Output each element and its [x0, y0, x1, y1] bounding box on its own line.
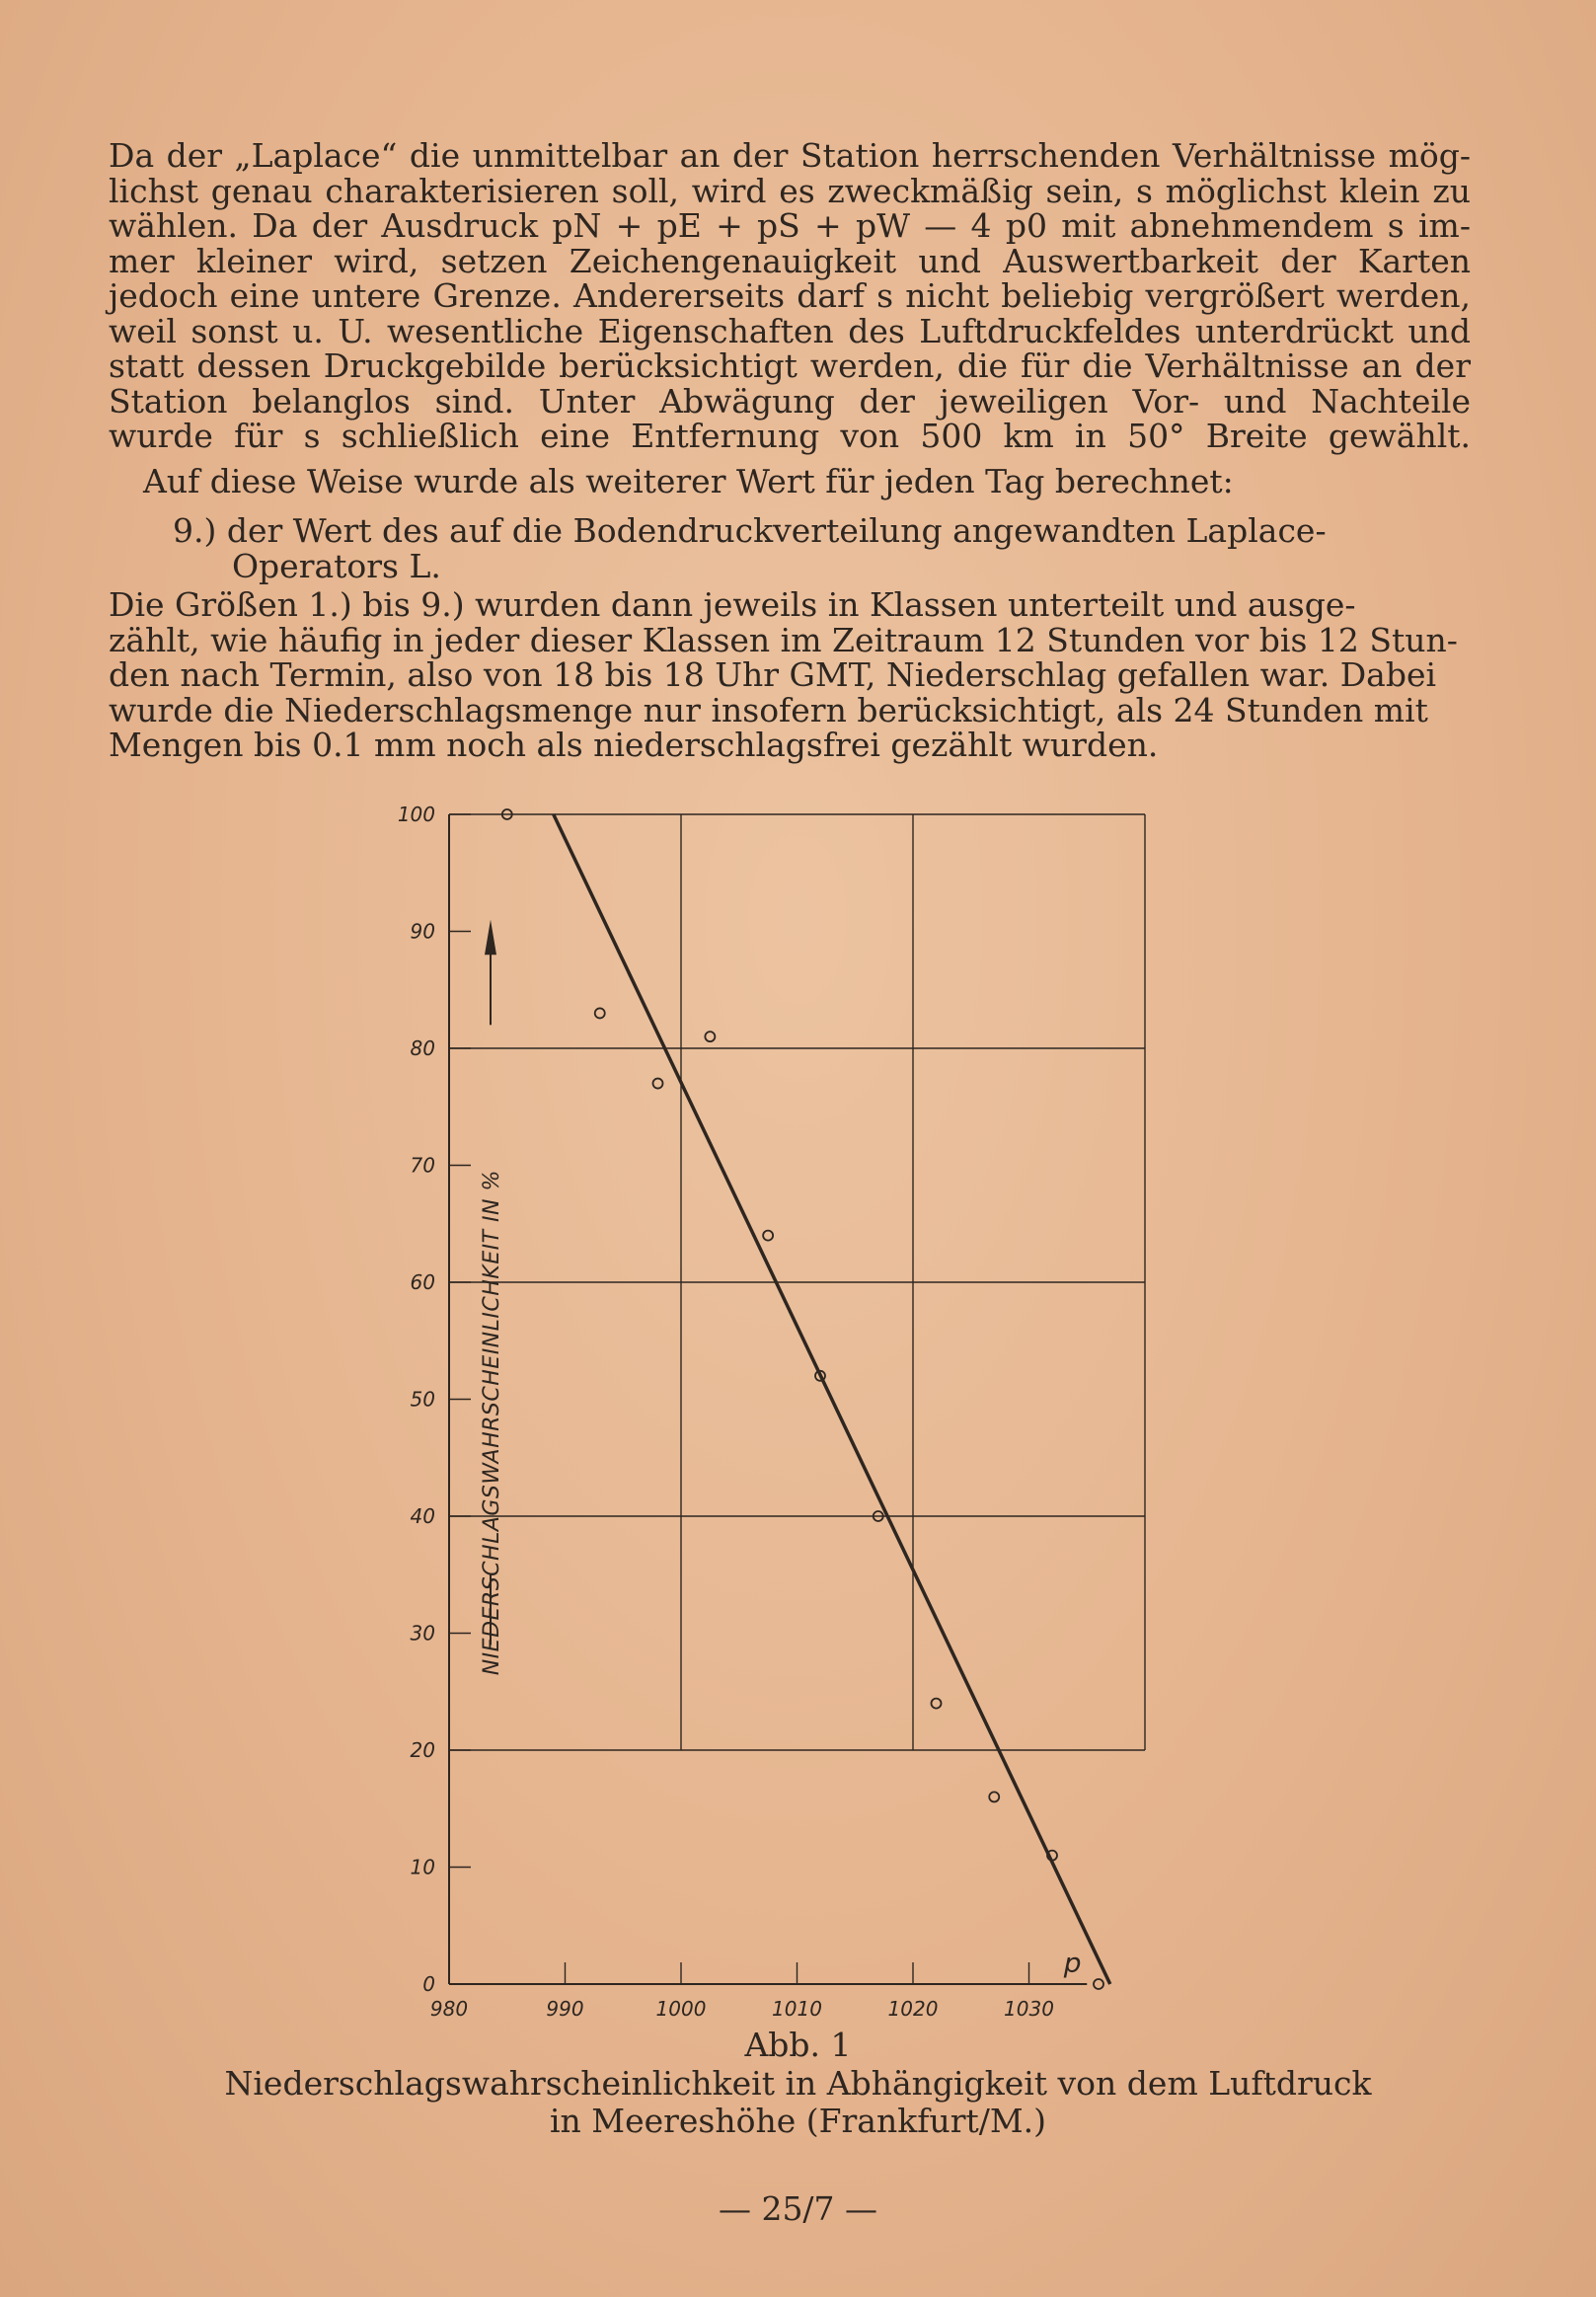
text-line: den nach Termin, also von 18 bis 18 Uhr GMT, Niederschlag gefallen war. Dabei — [109, 655, 1437, 694]
chart-points — [502, 809, 1110, 1989]
y-tick-label: 10 — [410, 1855, 435, 1879]
chart-ticks — [449, 814, 1029, 1984]
y-tick-label: 70 — [410, 1153, 435, 1178]
text-line: statt dessen Druckgebilde berücksichtigt werden, die für die Verhältnisse an der — [109, 346, 1471, 385]
x-tick-label: 980 — [429, 1997, 469, 2021]
figure-caption-line2: in Meereshöhe (Frankfurt/M.) — [549, 2102, 1047, 2140]
paragraph-classes — [109, 587, 1471, 763]
x-axis-label: p — [1063, 1947, 1082, 1979]
x-tick-label: 1020 — [887, 1997, 939, 2021]
y-tick-label: 30 — [410, 1621, 435, 1646]
text-line: jedoch eine untere Grenze. Andererseits darf s nicht beliebig vergrößert werden, — [109, 276, 1471, 315]
data-point — [653, 1079, 663, 1089]
text-line: wurde für s schließlich eine Entfernung von 500 km in 50° Breite gewählt. — [109, 417, 1471, 455]
scatter-chart — [375, 790, 1184, 2024]
text-line: Mengen bis 0.1 mm noch als niederschlagsfrei gezählt wurden. — [109, 726, 1159, 764]
x-tick-label: 990 — [546, 1997, 584, 2021]
text-line: Station belanglos sind. Unter Abwägung der jeweiligen Vor- und Nachteile — [109, 381, 1471, 421]
text-line: Die Größen 1.) bis 9.) wurden dann jeweils in Klassen unterteilt und ausge- — [109, 585, 1356, 624]
data-point — [989, 1792, 999, 1801]
figure-caption: Niederschlagswahrscheinlichkeit in Abhängigkeit von dem Luftdruck — [224, 2064, 1372, 2103]
page-number: — 25/7 — — [718, 2189, 878, 2228]
x-tick-label: 1010 — [772, 1997, 822, 2021]
y-tick-label: 0 — [422, 1972, 435, 1996]
text-line: wählen. Da der Ausdruck pN + pE + pS + pW — 4 p0 mit abnehmendem s im- — [109, 206, 1471, 245]
x-tick-label: 1000 — [655, 1997, 707, 2021]
chart-labels — [398, 803, 1082, 2021]
text-line: lichst genau charakterisieren soll, wird es zweckmäßig sein, s möglichst klein zu — [109, 171, 1471, 210]
y-tick-label: 60 — [410, 1270, 435, 1294]
data-point — [1094, 1979, 1103, 1989]
y-tick-label: 50 — [410, 1387, 435, 1412]
y-tick-label: 100 — [397, 803, 435, 826]
y-tick-label: 90 — [410, 919, 435, 944]
y-tick-label: 20 — [410, 1738, 435, 1762]
regression-line — [554, 814, 1110, 1984]
arrow-up-icon — [485, 920, 496, 956]
paragraph-laplace — [109, 138, 1471, 454]
text-line: wurde die Niederschlagsmenge nur insofern berücksichtigt, als 24 Stunden mit — [109, 690, 1428, 729]
data-point — [763, 1231, 773, 1241]
chart-grid — [449, 814, 1145, 1984]
y-tick-label: 80 — [410, 1036, 435, 1060]
text-line: zählt, wie häufig in jeder dieser Klassen im Zeitraum 12 Stunden vor bis 12 Stun- — [109, 620, 1458, 659]
x-tick-label: 1030 — [1004, 1997, 1054, 2021]
data-point — [595, 1008, 605, 1018]
y-axis-label: NIEDERSCHLAGSWAHRSCHEINLICHKEIT IN % — [480, 1170, 504, 1676]
list-item-laplace-operator — [173, 513, 1357, 583]
text-line: weil sonst u. U. wesentliche Eigenschaften des Luftdruckfeldes unterdrückt und — [109, 311, 1471, 350]
data-point — [705, 1032, 715, 1041]
list-item-text: 9.) der Wert des auf die Bodendruckverteilung angewandten Laplace- — [173, 511, 1327, 550]
figure-label: Abb. 1 — [744, 2026, 852, 2064]
y-tick-label: 40 — [410, 1504, 435, 1528]
paragraph-computed-value: Auf diese Weise wurde als weiterer Wert für jeden Tag berechnet: — [143, 462, 1234, 500]
text-line: mer kleiner wird, setzen Zeichengenauigkeit und Auswertbarkeit der Karten — [109, 241, 1471, 280]
data-point — [932, 1699, 942, 1709]
text-line: Da der „Laplace“ die unmittelbar an der Station herrschenden Verhältnisse mög- — [109, 136, 1471, 175]
list-item-continuation: Operators L. — [232, 546, 441, 585]
